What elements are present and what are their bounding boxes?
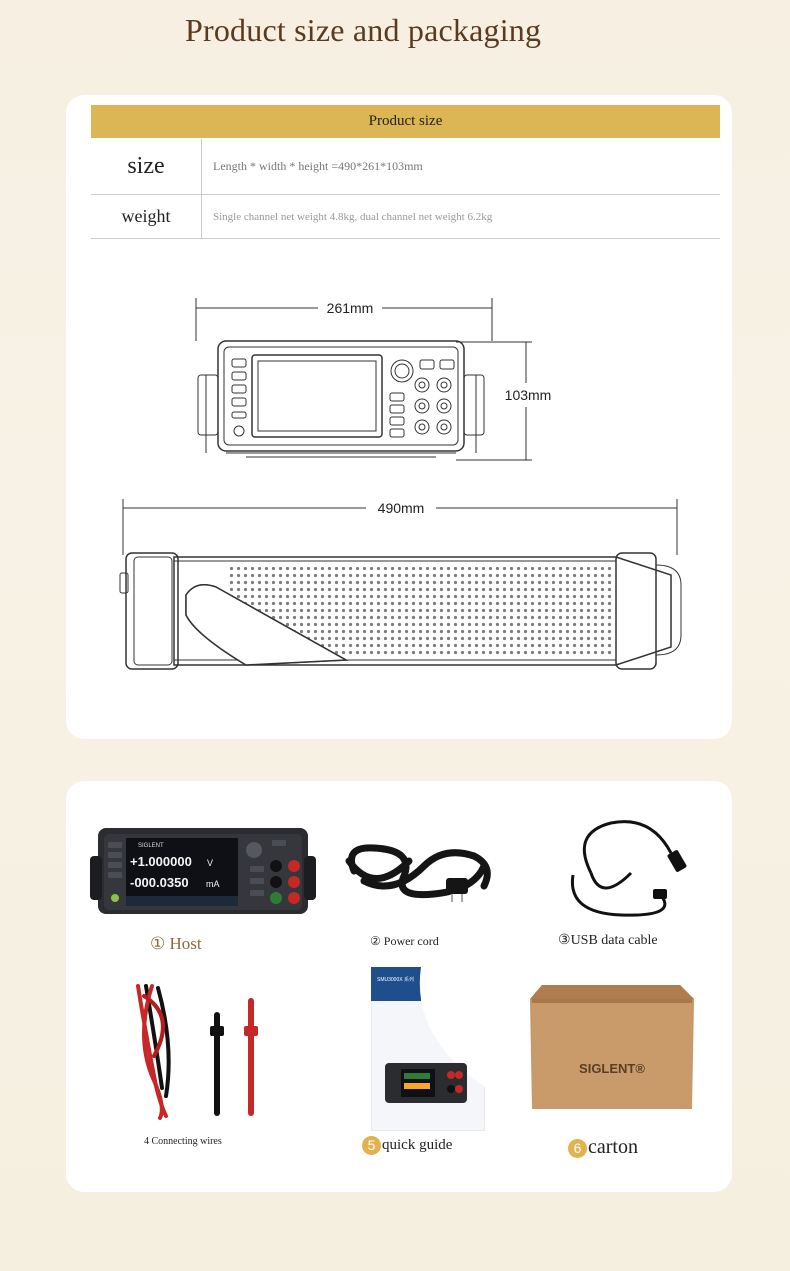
table-row-weight bbox=[91, 195, 720, 239]
packaging-card bbox=[66, 781, 732, 1192]
item-label: Host bbox=[169, 934, 202, 953]
packaging-item-usb-cable bbox=[558, 932, 658, 949]
packaging-item-quick-guide bbox=[362, 1136, 452, 1155]
power-cord-image bbox=[334, 836, 504, 906]
item-marker-badge: 6 bbox=[568, 1139, 587, 1158]
item-label: Power cord bbox=[383, 934, 439, 948]
product-size-card bbox=[66, 95, 732, 739]
carton-logo: SIGLENT® bbox=[579, 1061, 645, 1076]
table-row-size bbox=[91, 139, 720, 195]
row-value: Single channel net weight 4.8kg, dual channel net weight 6.2kg bbox=[213, 210, 493, 223]
host-voltage: +1.000000 bbox=[130, 854, 192, 869]
guide-series: SMU3000X 系列 bbox=[377, 977, 414, 983]
item-label: quick guide bbox=[382, 1136, 453, 1153]
host-voltage-unit: V bbox=[207, 858, 214, 868]
item-marker-badge: 5 bbox=[362, 1136, 381, 1155]
item-marker: ② bbox=[370, 934, 381, 948]
item-marker: ③ bbox=[558, 933, 571, 948]
width-dimension-label: 261mm bbox=[326, 300, 374, 316]
item-marker: ① bbox=[150, 934, 166, 953]
item-marker: 4 bbox=[144, 1136, 149, 1147]
usb-cable-image bbox=[561, 813, 701, 925]
length-dimension-label: 490mm bbox=[377, 500, 425, 516]
connecting-wires-image bbox=[126, 976, 296, 1126]
host-current: -000.0350 bbox=[130, 875, 189, 890]
host-image bbox=[86, 826, 318, 922]
row-key: weight bbox=[91, 195, 202, 238]
row-key: size bbox=[91, 139, 202, 194]
table-header: Product size bbox=[91, 105, 720, 138]
side-view-drawing bbox=[116, 495, 696, 680]
height-dimension-label: 103mm bbox=[504, 387, 552, 403]
item-label: USB data cable bbox=[570, 933, 658, 948]
row-value: Length * width * height =490*261*103mm bbox=[213, 159, 423, 173]
host-current-unit: mA bbox=[206, 879, 220, 889]
item-label: Connecting wires bbox=[151, 1136, 222, 1147]
quick-guide-image bbox=[371, 967, 485, 1131]
carton-image bbox=[530, 985, 694, 1111]
packaging-item-power-cord bbox=[370, 934, 439, 949]
front-view-drawing bbox=[186, 295, 586, 470]
host-brand: SIGLENT bbox=[138, 843, 164, 849]
packaging-item-connecting-wires bbox=[144, 1136, 222, 1147]
page-title: Product size and packaging bbox=[185, 12, 542, 48]
item-label: carton bbox=[588, 1136, 638, 1158]
packaging-item-host bbox=[150, 934, 202, 954]
packaging-item-carton bbox=[568, 1136, 638, 1159]
